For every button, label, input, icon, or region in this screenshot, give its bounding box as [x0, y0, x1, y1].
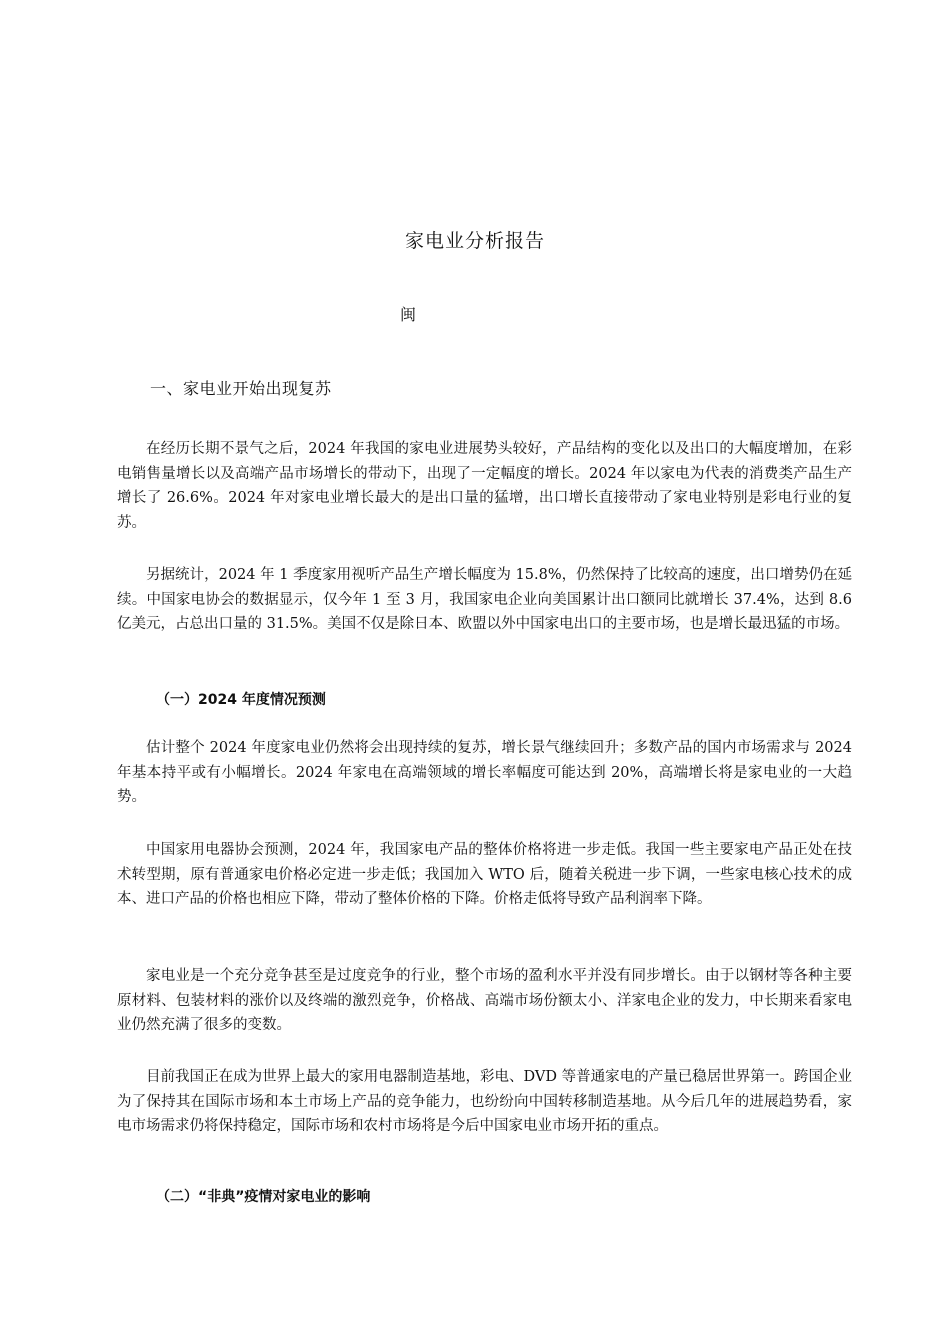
paragraph: 家电业是一个充分竞争甚至是过度竞争的行业，整个市场的盈利水平并没有同步增长。由于以钢材等各种主要原材料、包装材料的涨价以及终端的激烈竞争，价格战、高端市场份额太小、洋家电企业的发力，中长期来看家电业仍然充满了很多的变数。 — [117, 968, 852, 1033]
author-name: 闽 — [400, 305, 417, 324]
document-title: 家电业分析报告 — [404, 230, 545, 252]
paragraph: 中国家用电器协会预测，2024 年，我国家电产品的整体价格将进一步走低。我国一些主要家电产品正处在技术转型期，原有普通家电价格必定进一步走低；我国加入 WTO 后，随着关税进一步下调，一些家电核心技术的成本、进口产品的价格也相应下降，带动了整体价格的下降。价格走低将导致产品利润率下降。 — [117, 842, 852, 907]
paragraph: 在经历长期不景气之后，2024 年我国的家电业进展势头较好，产品结构的变化以及出口的大幅度增加，在彩电销售量增长以及高端产品市场增长的带动下，出现了一定幅度的增长。2024 年以家电为代表的消费类产品生产增长了 26.6%。2024 年对家电业增长最大的是出口量的猛增，出口增长直接带动了家电业特别是彩电行业的复苏。 — [117, 441, 852, 531]
subsection-heading-2: （二）“非典”疫情对家电业的影响 — [156, 1189, 371, 1205]
section-heading-1: 一、家电业开始出现复苏 — [150, 379, 332, 398]
paragraph: 目前我国正在成为世界上最大的家用电器制造基地，彩电、DVD 等普通家电的产量已稳居世界第一。跨国企业为了保持其在国际市场和本土市场上产品的竞争能力，也纷纷向中国转移制造基地。从今后几年的进展趋势看，家电市场需求仍将保持稳定，国际市场和农村市场将是今后中国家电业市场开拓的重点。 — [117, 1069, 852, 1134]
subsection-heading-1: （一）2024 年度情况预测 — [156, 692, 326, 708]
paragraph: 另据统计，2024 年 1 季度家用视听产品生产增长幅度为 15.8%，仍然保持了比较高的速度，出口增势仍在延续。中国家电协会的数据显示，仅今年 1 至 3 月，我国家电企业向美国累计出口额同比就增长 37.4%，达到 8.6 亿美元，占总出口量的 31.5%。美国不仅是除日本、欧盟以外中国家电出口的主要市场，也是增长最迅猛的市场。 — [117, 567, 852, 632]
paragraph: 估计整个 2024 年度家电业仍然将会出现持续的复苏，增长景气继续回升；多数产品的国内市场需求与 2024 年基本持平或有小幅增长。2024 年家电在高端领域的增长率幅度可能达到 20%，高端增长将是家电业的一大趋势。 — [117, 740, 852, 805]
